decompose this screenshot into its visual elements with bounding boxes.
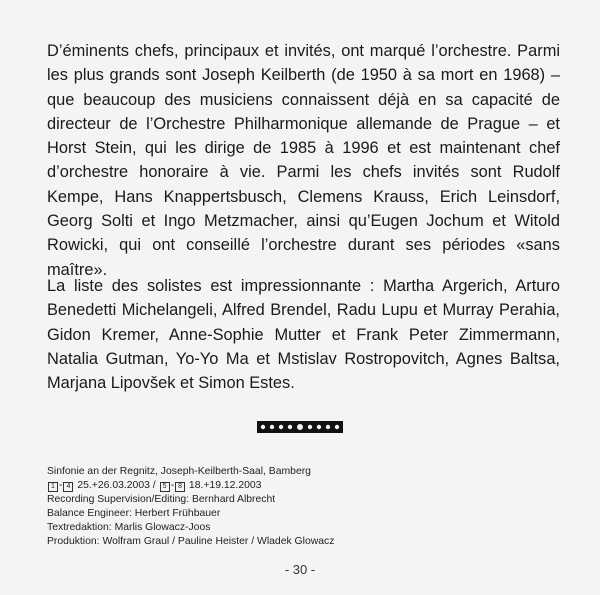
credit-recording-supervision: Recording Supervision/Editing: Bernhard Albrecht — [47, 493, 276, 505]
paragraph-soloists: La liste des solistes est impressionnante : Martha Argerich, Arturo Benedetti Michelangeli, Alfred Brendel, Radu Lupu et Murray Perahia, Gidon Kremer, Anne-Sophie Mutter et Frank Peter Zimmermann, Natalia Gutman, Yo-Yo Ma et Mstislav Rostropovitch, Agnes Baltsa, Marjana Lipovšek et Simon Estes. — [47, 277, 560, 393]
track-number-box: 8 — [175, 482, 185, 492]
credit-textredaktion: Textredaktion: Marlis Glowacz-Joos — [47, 521, 211, 533]
track-number-box: 4 — [63, 482, 73, 492]
paragraph-conductors: D’éminents chefs, principaux et invités, ont marqué l’orchestre. Parmi les plus grands sont Joseph Keilberth (de 1950 à sa mort en 1968) – que beaucoup des musiciens connaissent déjà en sa capacité de directeur de l’Orchestre Philharmonique allemande de Prague – et Horst Stein, qui les dirige de 1985 à 1996 et est maintenant chef d’orchestre honoraire à vie. Parmi les chefs invités sont Rudolf Kempe, Hans Knappertsbusch, Clemens Krauss, Erich Leinsdorf, Georg Solti et Ingo Metzmacher, ainsi qu’Eugen Jochum et Witold Rowicki, qui ont conseillé l’orchestre durant ses périodes «sans maître». — [47, 42, 560, 279]
date-range-a: 25.+26.03.2003 — [77, 479, 150, 491]
credit-dates: 1 - 4 25.+26.03.2003 / 5 - 8 18.+19.12.2003 — [47, 479, 467, 493]
credit-balance-engineer: Balance Engineer: Herbert Frühbauer — [47, 507, 221, 519]
recording-credits — [47, 465, 467, 548]
page-number: - 30 - — [284, 562, 316, 577]
ornament-divider — [257, 421, 343, 433]
date-range-b: 18.+19.12.2003 — [188, 479, 262, 491]
credit-produktion: Produktion: Wolfram Graul / Pauline Heister / Wladek Glowacz — [47, 535, 335, 547]
credit-venue: Sinfonie an der Regnitz, Joseph-Keilberth-Saal, Bamberg — [47, 466, 311, 477]
track-number-box: 1 — [48, 482, 58, 492]
track-number-box: 5 — [160, 482, 170, 492]
